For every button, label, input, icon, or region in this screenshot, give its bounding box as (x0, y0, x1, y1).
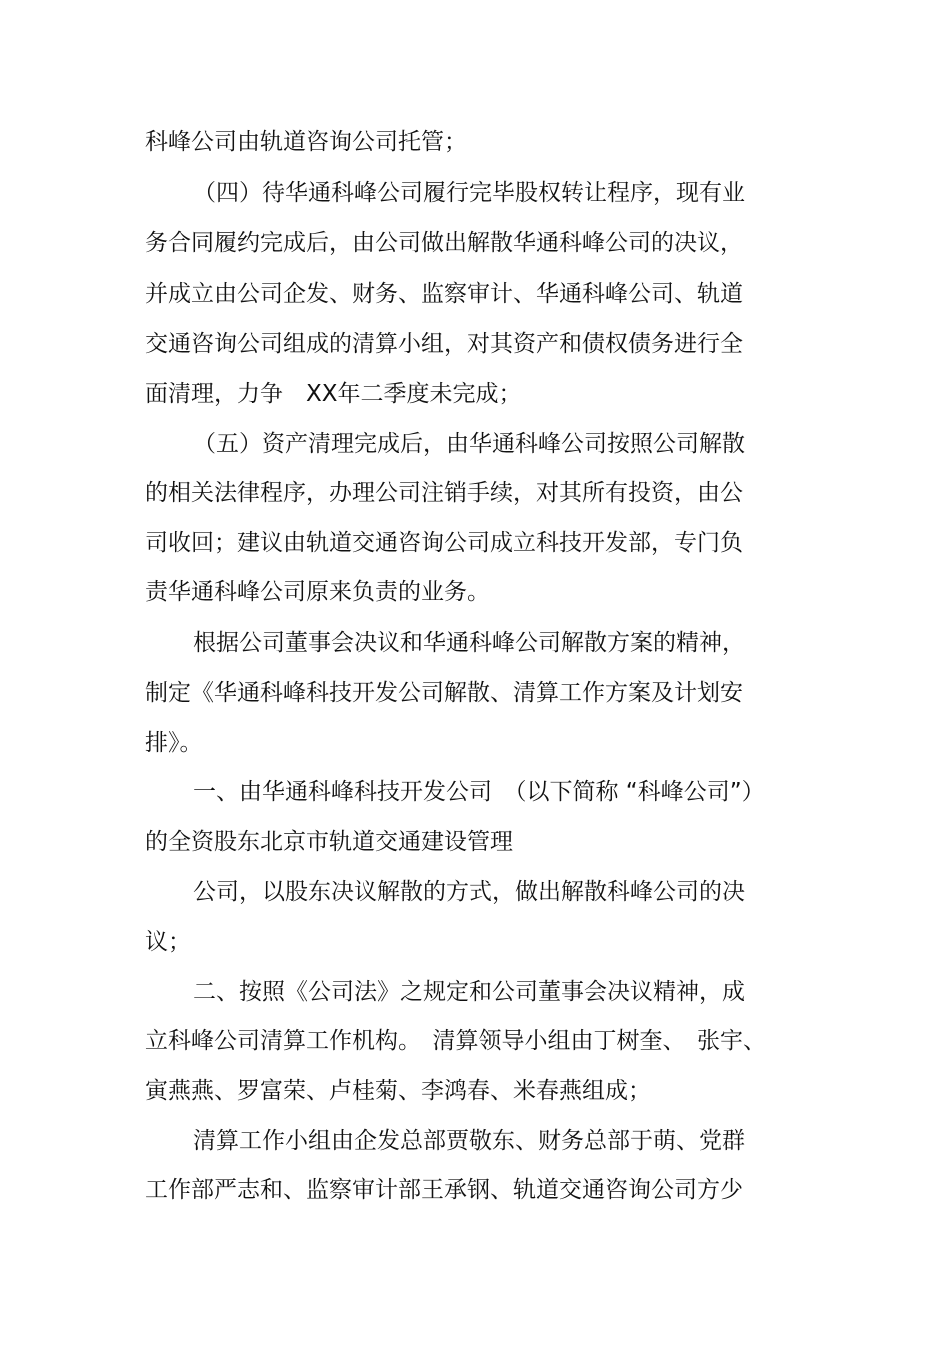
text-line: （五）资产清理完成后，由华通科峰公司按照公司解散 (193, 431, 745, 457)
text-line: 工作部严志和、监察审计部王承钢、轨道交通咨询公司方少 (145, 1177, 743, 1203)
text-line: 寅燕燕、罗富荣、卢桂菊、李鸿春、米春燕组成； (145, 1078, 651, 1104)
text-line: 面清理，力争 XX年二季度未完成； (145, 381, 522, 407)
text-line: （四）待华通科峰公司履行完毕股权转让程序，现有业 (193, 180, 745, 206)
text-line: 一、由华通科峰科技开发公司 （以下简称 “科峰公司”） (193, 779, 765, 805)
text-line: 的相关法律程序，办理公司注销手续，对其所有投资，由公 (145, 480, 743, 506)
text-line: 排》。 (145, 730, 203, 756)
text-line: 科峰公司由轨道咨询公司托管； (145, 129, 467, 155)
text-line: 清算工作小组由企发总部贾敬东、财务总部于萌、党群 (193, 1128, 745, 1154)
text-line: 务合同履约完成后，由公司做出解散华通科峰公司的决议， (145, 230, 743, 256)
text-line: 议； (145, 929, 191, 955)
text-line: 交通咨询公司组成的清算小组，对其资产和债权债务进行全 (145, 331, 743, 357)
text-line: 责华通科峰公司原来负责的业务。 (145, 579, 490, 605)
text-line: 并成立由公司企发、财务、监察审计、华通科峰公司、轨道 (145, 281, 743, 307)
text-line: 司收回；建议由轨道交通咨询公司成立科技开发部，专门负 (145, 530, 743, 556)
text-line: 的全资股东北京市轨道交通建设管理 (145, 829, 513, 855)
text-line: 公司，以股东决议解散的方式，做出解散科峰公司的决 (193, 879, 745, 905)
text-line: 制定《华通科峰科技开发公司解散、清算工作方案及计划安 (145, 680, 743, 706)
text-line: 立科峰公司清算工作机构。 清算领导小组由丁树奎、 张宇、 (145, 1028, 766, 1054)
text-line: 二、按照《公司法》之规定和公司董事会决议精神，成 (193, 979, 745, 1005)
text-line: 根据公司董事会决议和华通科峰公司解散方案的精神， (193, 630, 745, 656)
